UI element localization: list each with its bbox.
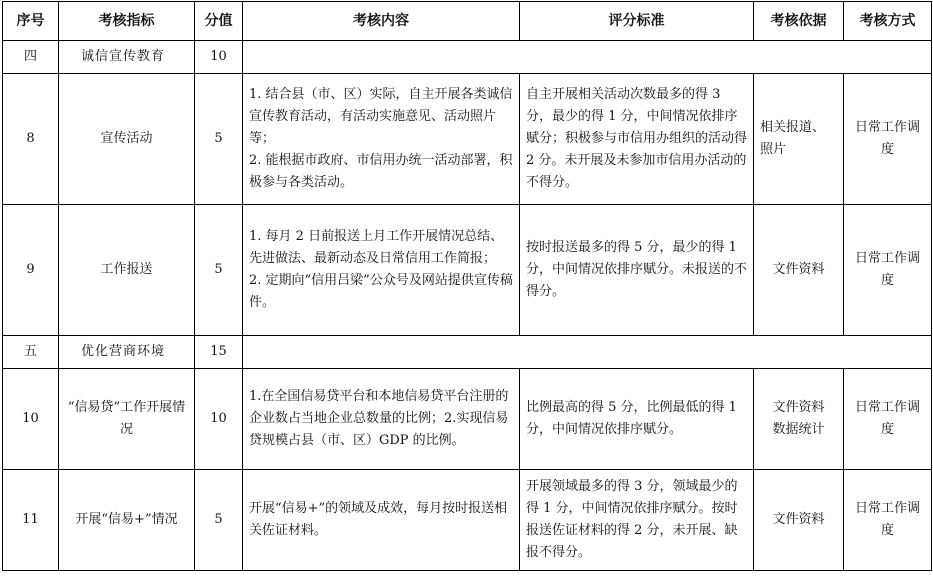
row-score: 5: [195, 470, 243, 571]
row-score: 10: [195, 369, 243, 470]
row-indicator: 宣传活动: [59, 74, 195, 205]
assessment-table: [2, 1, 932, 571]
row-indicator: 工作报送: [59, 205, 195, 336]
row-seq: 10: [3, 369, 59, 470]
row-seq: 8: [3, 74, 59, 205]
section-empty: [243, 336, 932, 369]
header-content: 考核内容: [243, 2, 520, 41]
header-indicator: 考核指标: [59, 2, 195, 41]
row-method: 日常工作调度: [844, 205, 932, 336]
row-content: 1. 每月 2 日前报送上月工作开展情况总结、先进做法、最新动态及日常信用工作简报； 2. 定期向“信用吕梁”公众号及网站提供宣传稿件。: [243, 205, 520, 336]
header-criteria: 评分标准: [520, 2, 754, 41]
row-method: 日常工作调度: [844, 369, 932, 470]
row-score: 5: [195, 205, 243, 336]
row-basis: 相关报道、照片: [754, 74, 844, 205]
section-name: 优化营商环境: [59, 336, 195, 369]
row-score: 5: [195, 74, 243, 205]
row-criteria: 自主开展相关活动次数最多的得 3 分，最少的得 1 分，中间情况依排序赋分；积极参与市信用办组织的活动得 2 分。未开展及未参加市信用办活动的不得分。: [520, 74, 754, 205]
row-seq: 11: [3, 470, 59, 571]
table-row: [3, 369, 932, 470]
row-criteria: 开展领域最多的得 3 分，领域最少的得 1 分，中间情况依排序赋分。按时报送佐证材料的得 2 分，未开展、缺报不得分。: [520, 470, 754, 571]
section-score: 10: [195, 41, 243, 74]
section-empty: [243, 41, 932, 74]
row-basis: 文件资料 数据统计: [754, 369, 844, 470]
table-row: [3, 74, 932, 205]
header-score: 分值: [195, 2, 243, 41]
row-method: 日常工作调度: [844, 74, 932, 205]
row-indicator: “信易贷”工作开展情况: [59, 369, 195, 470]
row-criteria: 比例最高的得 5 分，比例最低的得 1 分，中间情况依排序赋分。: [520, 369, 754, 470]
header-basis: 考核依据: [754, 2, 844, 41]
table-row: [3, 205, 932, 336]
section-seq: 四: [3, 41, 59, 74]
row-indicator: 开展“信易+”情况: [59, 470, 195, 571]
section-row: [3, 336, 932, 369]
section-score: 15: [195, 336, 243, 369]
row-seq: 9: [3, 205, 59, 336]
section-row: [3, 41, 932, 74]
header-seq: 序号: [3, 2, 59, 41]
header-row: [3, 2, 932, 41]
row-content: 1. 结合县（市、区）实际，自主开展各类诚信宣传教育活动，有活动实施意见、活动照片等； 2. 能根据市政府、市信用办统一活动部署，积极参与各类活动。: [243, 74, 520, 205]
section-name: 诚信宣传教育: [59, 41, 195, 74]
row-criteria: 按时报送最多的得 5 分，最少的得 1 分，中间情况依排序赋分。未报送的不得分。: [520, 205, 754, 336]
row-basis: 文件资料: [754, 470, 844, 571]
table-row: [3, 470, 932, 571]
section-seq: 五: [3, 336, 59, 369]
row-content: 1.在全国信易贷平台和本地信易贷平台注册的企业数占当地企业总数量的比例；2.实现信易贷规模占县（市、区）GDP 的比例。: [243, 369, 520, 470]
row-method: 日常工作调度: [844, 470, 932, 571]
row-content: 开展“信易+”的领域及成效，每月按时报送相关佐证材料。: [243, 470, 520, 571]
header-method: 考核方式: [844, 2, 932, 41]
row-basis: 文件资料: [754, 205, 844, 336]
